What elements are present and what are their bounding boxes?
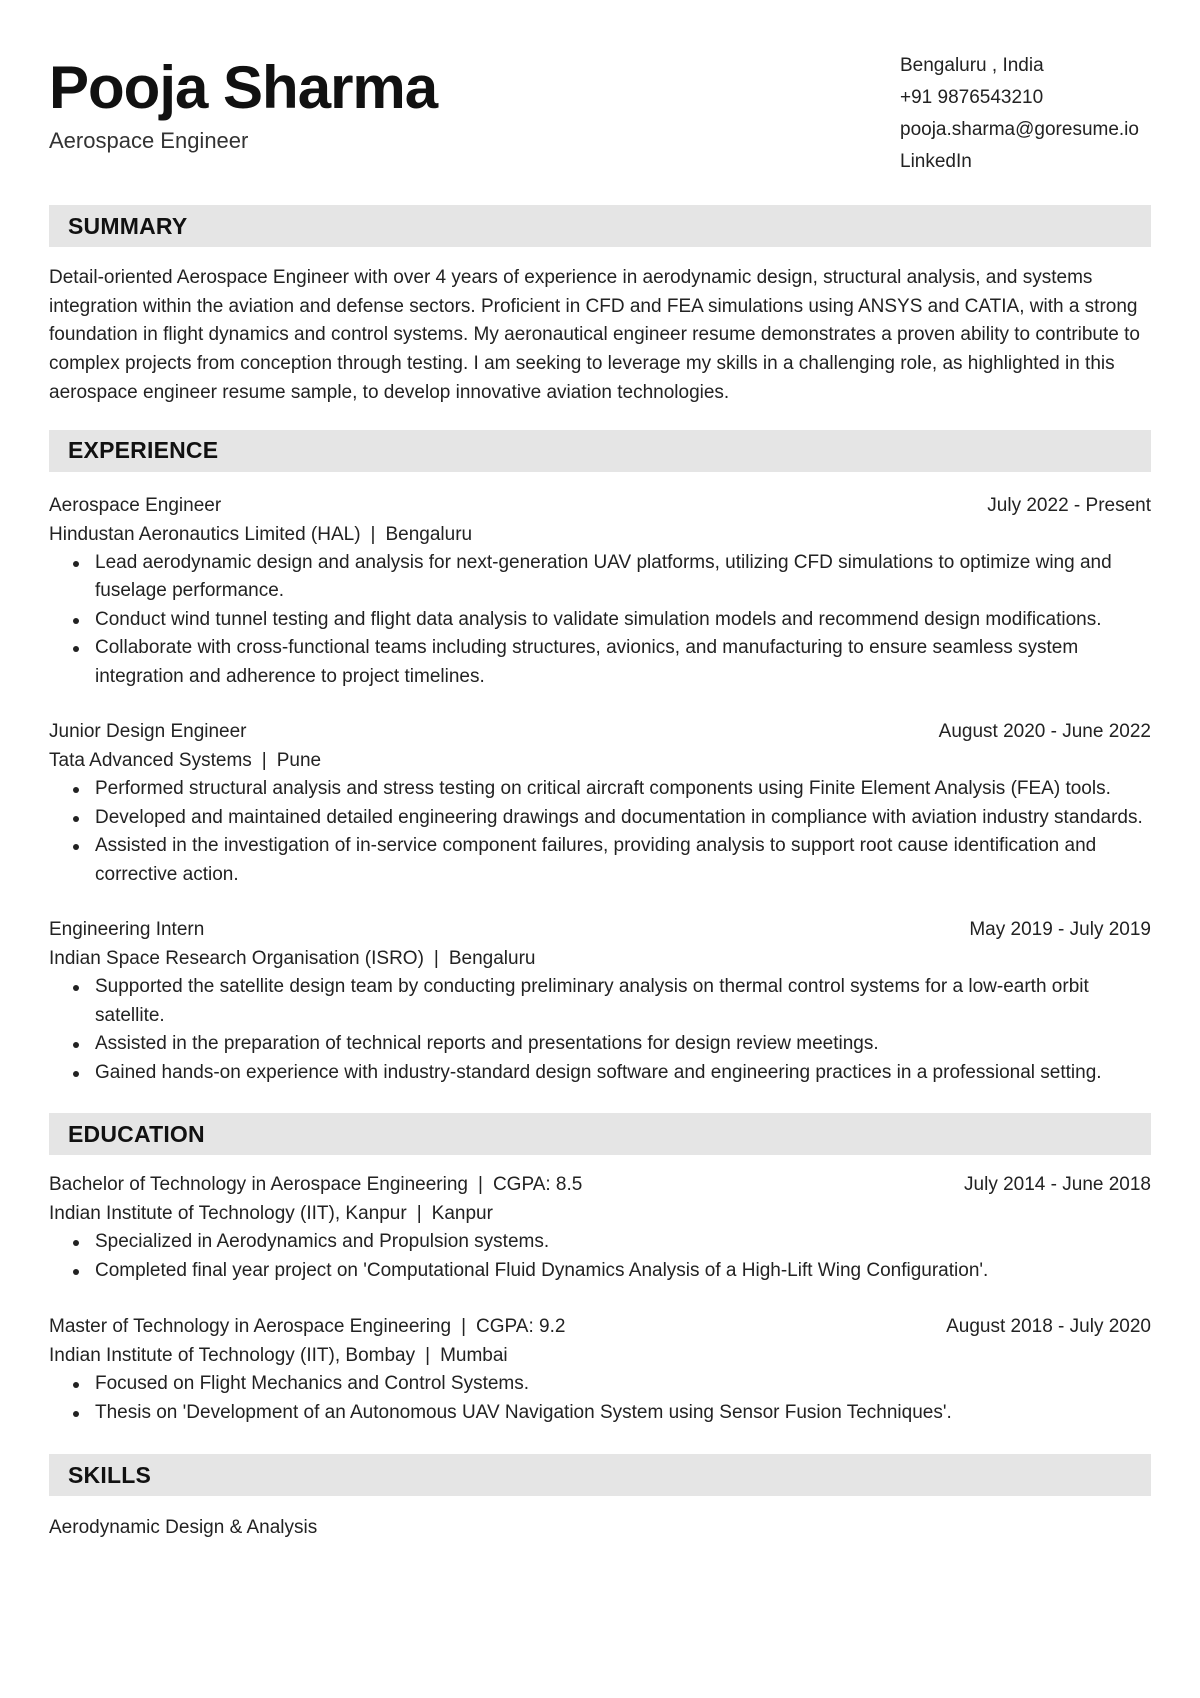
separator: | [416, 1203, 422, 1225]
bullet-item: Supported the satellite design team by conducting preliminary analysis on thermal control systems for a low-earth orbit satellite. [95, 973, 1151, 1030]
bullet-icon [73, 1269, 79, 1275]
bullet-item: Gained hands-on experience with industry-standard design software and engineering practices in a professional setting. [95, 1059, 1151, 1088]
experience-row [49, 717, 1151, 746]
job-bullets [49, 775, 1151, 889]
skills-heading: SKILLS [49, 1454, 1151, 1496]
degree-dates: July 2014 - June 2018 [964, 1174, 1151, 1196]
separator: | [461, 1316, 467, 1338]
job-location: Pune [276, 750, 322, 772]
candidate-title: Aerospace Engineer [49, 128, 249, 153]
experience-item [49, 717, 1151, 889]
bullet-item: Assisted in the preparation of technical reports and presentations for design review meetings. [95, 1030, 1151, 1059]
education-bullets [49, 1228, 1151, 1285]
degree-grade: CGPA: 9.2 [476, 1316, 566, 1338]
education-row [49, 1170, 1151, 1199]
job-company: Hindustan Aeronautics Limited (HAL) [49, 523, 361, 545]
job-role: Aerospace Engineer [49, 494, 222, 516]
separator: | [478, 1174, 483, 1196]
bullet-item: Developed and maintained detailed engineering drawings and documentation in compliance with aviation industry standards. [95, 804, 1151, 833]
bullet-icon [73, 985, 79, 991]
separator: | [433, 948, 439, 970]
contact-info [900, 50, 1139, 178]
school-name: Indian Institute of Technology (IIT), Bombay [49, 1345, 416, 1367]
separator: | [425, 1345, 431, 1367]
bullet-item: Collaborate with cross-functional teams including structures, avionics, and manufacturing to ensure seamless system integration and adherence to project timelines. [95, 634, 1151, 691]
contact-email[interactable]: pooja.sharma@goresume.io [900, 119, 1139, 140]
candidate-name: Pooja Sharma [49, 54, 438, 121]
education-item [49, 1170, 1151, 1285]
separator: | [261, 750, 267, 772]
contact-linkedin-link[interactable]: LinkedIn [900, 151, 972, 172]
experience-heading: EXPERIENCE [49, 430, 1151, 472]
bullet-icon [73, 646, 79, 652]
job-company: Indian Space Research Organisation (ISRO) [49, 948, 424, 970]
bullet-item: Assisted in the investigation of in-service component failures, providing analysis to support root cause identification and corrective action. [95, 832, 1151, 889]
bullet-item: Completed final year project on 'Computational Fluid Dynamics Analysis of a High-Lift Wing Configuration'. [95, 1257, 1151, 1286]
bullet-icon [73, 618, 79, 624]
job-company-line [49, 944, 1151, 973]
school-name: Indian Institute of Technology (IIT), Kanpur [49, 1203, 407, 1225]
bullet-item: Specialized in Aerodynamics and Propulsion systems. [95, 1228, 1151, 1257]
bullet-item: Performed structural analysis and stress testing on critical aircraft components using Finite Element Analysis (FEA) tools. [95, 775, 1151, 804]
bullet-item: Lead aerodynamic design and analysis for next-generation UAV platforms, utilizing CFD simulations to optimize wing and fuselage performance. [95, 549, 1151, 606]
experience-item [49, 915, 1151, 1087]
job-dates: August 2020 - June 2022 [938, 721, 1151, 743]
education-heading: EDUCATION [49, 1113, 1151, 1155]
education-bullets [49, 1370, 1151, 1427]
bullet-item: Conduct wind tunnel testing and flight data analysis to validate simulation models and recommend design modifications. [95, 606, 1151, 635]
contact-phone[interactable]: +91 9876543210 [900, 87, 1044, 108]
job-role: Engineering Intern [49, 919, 205, 941]
bullet-icon [73, 1382, 79, 1388]
degree-dates: August 2018 - July 2020 [946, 1316, 1151, 1338]
job-company-line [49, 746, 1151, 775]
school-line [49, 1341, 1151, 1370]
job-company-line [49, 520, 1151, 549]
separator: | [370, 523, 376, 545]
experience-item [49, 491, 1151, 692]
degree-grade: CGPA: 8.5 [492, 1174, 583, 1196]
bullet-icon [73, 1071, 79, 1077]
school-location: Kanpur [431, 1203, 493, 1225]
job-dates: May 2019 - July 2019 [969, 919, 1151, 941]
degree-name: Bachelor of Technology in Aerospace Engineering [49, 1174, 468, 1196]
job-bullets [49, 549, 1151, 692]
school-line [49, 1199, 1151, 1228]
summary-heading: SUMMARY [49, 205, 1151, 247]
skills-list [49, 1513, 1151, 1542]
skill-item: Aerodynamic Design & Analysis [49, 1517, 318, 1539]
bullet-icon [73, 816, 79, 822]
degree-name: Master of Technology in Aerospace Engineering [49, 1316, 452, 1338]
education-row [49, 1312, 1151, 1341]
school-location: Mumbai [440, 1345, 508, 1367]
degree-line [49, 1312, 565, 1341]
job-company: Tata Advanced Systems [49, 750, 252, 772]
job-bullets [49, 973, 1151, 1087]
contact-location: Bengaluru , India [900, 55, 1044, 76]
bullet-icon [73, 787, 79, 793]
job-role: Junior Design Engineer [49, 721, 247, 743]
bullet-icon [73, 1240, 79, 1246]
experience-row [49, 491, 1151, 520]
job-dates: July 2022 - Present [987, 494, 1151, 516]
bullet-icon [73, 561, 79, 567]
experience-row [49, 915, 1151, 944]
bullet-item: Thesis on 'Development of an Autonomous UAV Navigation System using Sensor Fusion Techniques'. [95, 1399, 1151, 1428]
resume-header [49, 0, 1151, 205]
job-location: Bengaluru [385, 523, 473, 545]
bullet-icon [73, 1411, 79, 1417]
bullet-icon [73, 1042, 79, 1048]
bullet-item: Focused on Flight Mechanics and Control Systems. [95, 1370, 1151, 1399]
job-location: Bengaluru [448, 948, 536, 970]
bullet-icon [73, 844, 79, 850]
summary-text: Detail-oriented Aerospace Engineer with over 4 years of experience in aerodynamic design, structural analysis, and systems integration within the aviation and defense sectors. Proficient in CFD and FEA simulations using ANSYS and CATIA, with a strong foundation in flight dynamics and control systems. My aeronautical engineer resume demonstrates a proven ability to contribute to complex projects from conception through testing. I am seeking to leverage my skills in a challenging role, as highlighted in this aerospace engineer resume sample, to develop innovative aviation technologies. [49, 267, 1140, 403]
education-item [49, 1312, 1151, 1427]
degree-line [49, 1170, 582, 1199]
